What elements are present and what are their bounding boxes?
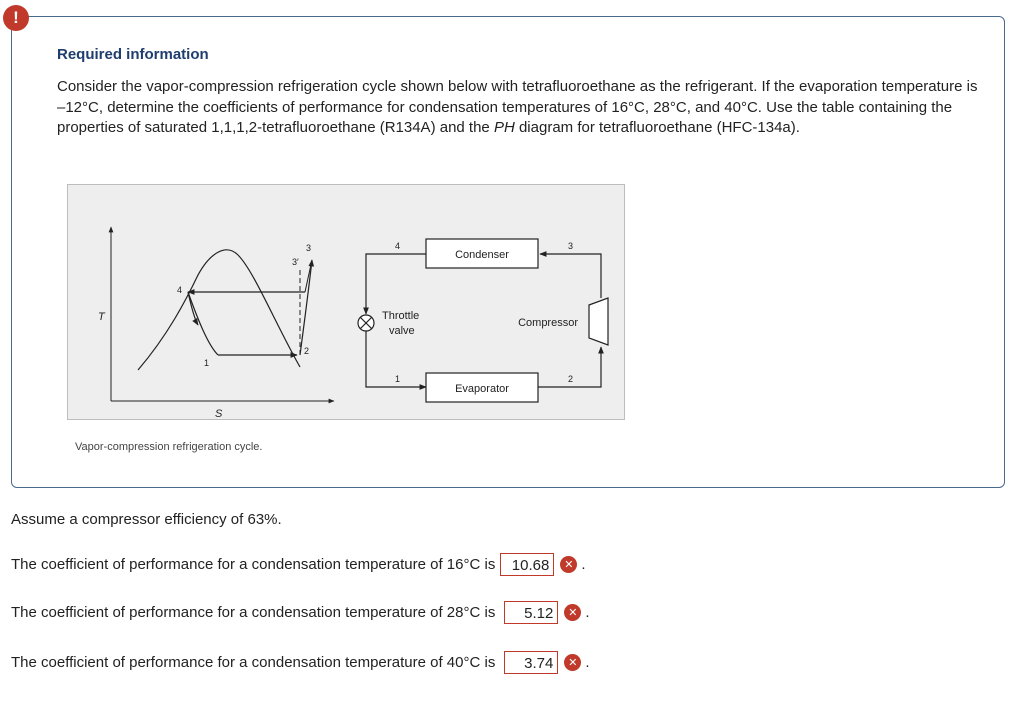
ts-point-3prime: 3′: [292, 257, 299, 267]
subcool-path: [188, 292, 218, 355]
incorrect-x-icon: ✕: [560, 556, 577, 573]
question-prompt: The coefficient of performance for a condensation temperature of 16°C is: [11, 556, 496, 573]
problem-text-ph: PH: [493, 119, 515, 136]
actual-compression: [300, 260, 312, 355]
sentence-period: .: [585, 654, 590, 671]
incorrect-x-icon: ✕: [564, 604, 581, 621]
problem-text-part2: diagram for tetrafluoroethane (HFC-134a).: [514, 119, 800, 136]
incorrect-x-icon: ✕: [564, 654, 581, 671]
line-4-throttle: [366, 254, 426, 314]
problem-text-part1: Consider the vapor-compression refrigeration cycle shown below with tetrafluoroethane as the refrigerant. If the evaporation temperature is –12°C, determine the coefficients of performance for condensation temperatures of 16°C, 28°C, and 40°C. Use the table containing the properties of saturated 1,1,1,2-tetrafluoroethane (R134A) and the: [57, 78, 978, 136]
cycle-schematic: [358, 239, 608, 402]
exclamation-icon: !: [3, 5, 29, 31]
schematic-node-4: 4: [395, 241, 401, 251]
figure-caption: Vapor-compression refrigeration cycle.: [75, 441, 263, 453]
question-row-2: [11, 601, 590, 624]
schematic-node-1: 1: [395, 374, 401, 384]
ts-diagram: [98, 227, 334, 420]
evaporator-label: Evaporator: [455, 383, 509, 395]
line-compressor-3: [540, 254, 601, 298]
throttle-label-1: Throttle: [382, 310, 420, 322]
problem-statement: [57, 77, 982, 139]
assumption-text: Assume a compressor efficiency of 63%.: [11, 511, 282, 528]
compressor-symbol: [589, 298, 608, 345]
info-title: Required information: [57, 46, 209, 63]
ts-point-3: 3: [306, 243, 312, 253]
compressor-label: Compressor: [518, 317, 578, 329]
condenser-label: Condenser: [455, 249, 509, 261]
question-prompt: The coefficient of performance for a condensation temperature of 40°C is: [11, 654, 496, 671]
answer-field[interactable]: 10.68: [500, 553, 554, 576]
ts-point-2: 2: [304, 346, 310, 356]
ts-point-4: 4: [177, 285, 183, 295]
cycle-figure: [67, 184, 625, 420]
question-row-1: [11, 553, 586, 576]
cycle-figure-svg: [68, 185, 626, 421]
throttle-label-2: valve: [389, 325, 415, 337]
sentence-period: .: [581, 556, 586, 573]
saturation-dome: [138, 250, 300, 370]
ts-t-label: T: [98, 311, 105, 323]
answer-field[interactable]: 5.12: [504, 601, 558, 624]
sentence-period: .: [585, 604, 590, 621]
question-row-3: [11, 651, 590, 674]
schematic-node-2: 2: [568, 374, 574, 384]
ts-s-label: S: [215, 408, 223, 420]
schematic-node-3: 3: [568, 241, 574, 251]
required-information-panel: [11, 16, 1005, 488]
answer-field[interactable]: 3.74: [504, 651, 558, 674]
ts-point-1: 1: [204, 358, 210, 368]
question-prompt: The coefficient of performance for a condensation temperature of 28°C is: [11, 604, 496, 621]
